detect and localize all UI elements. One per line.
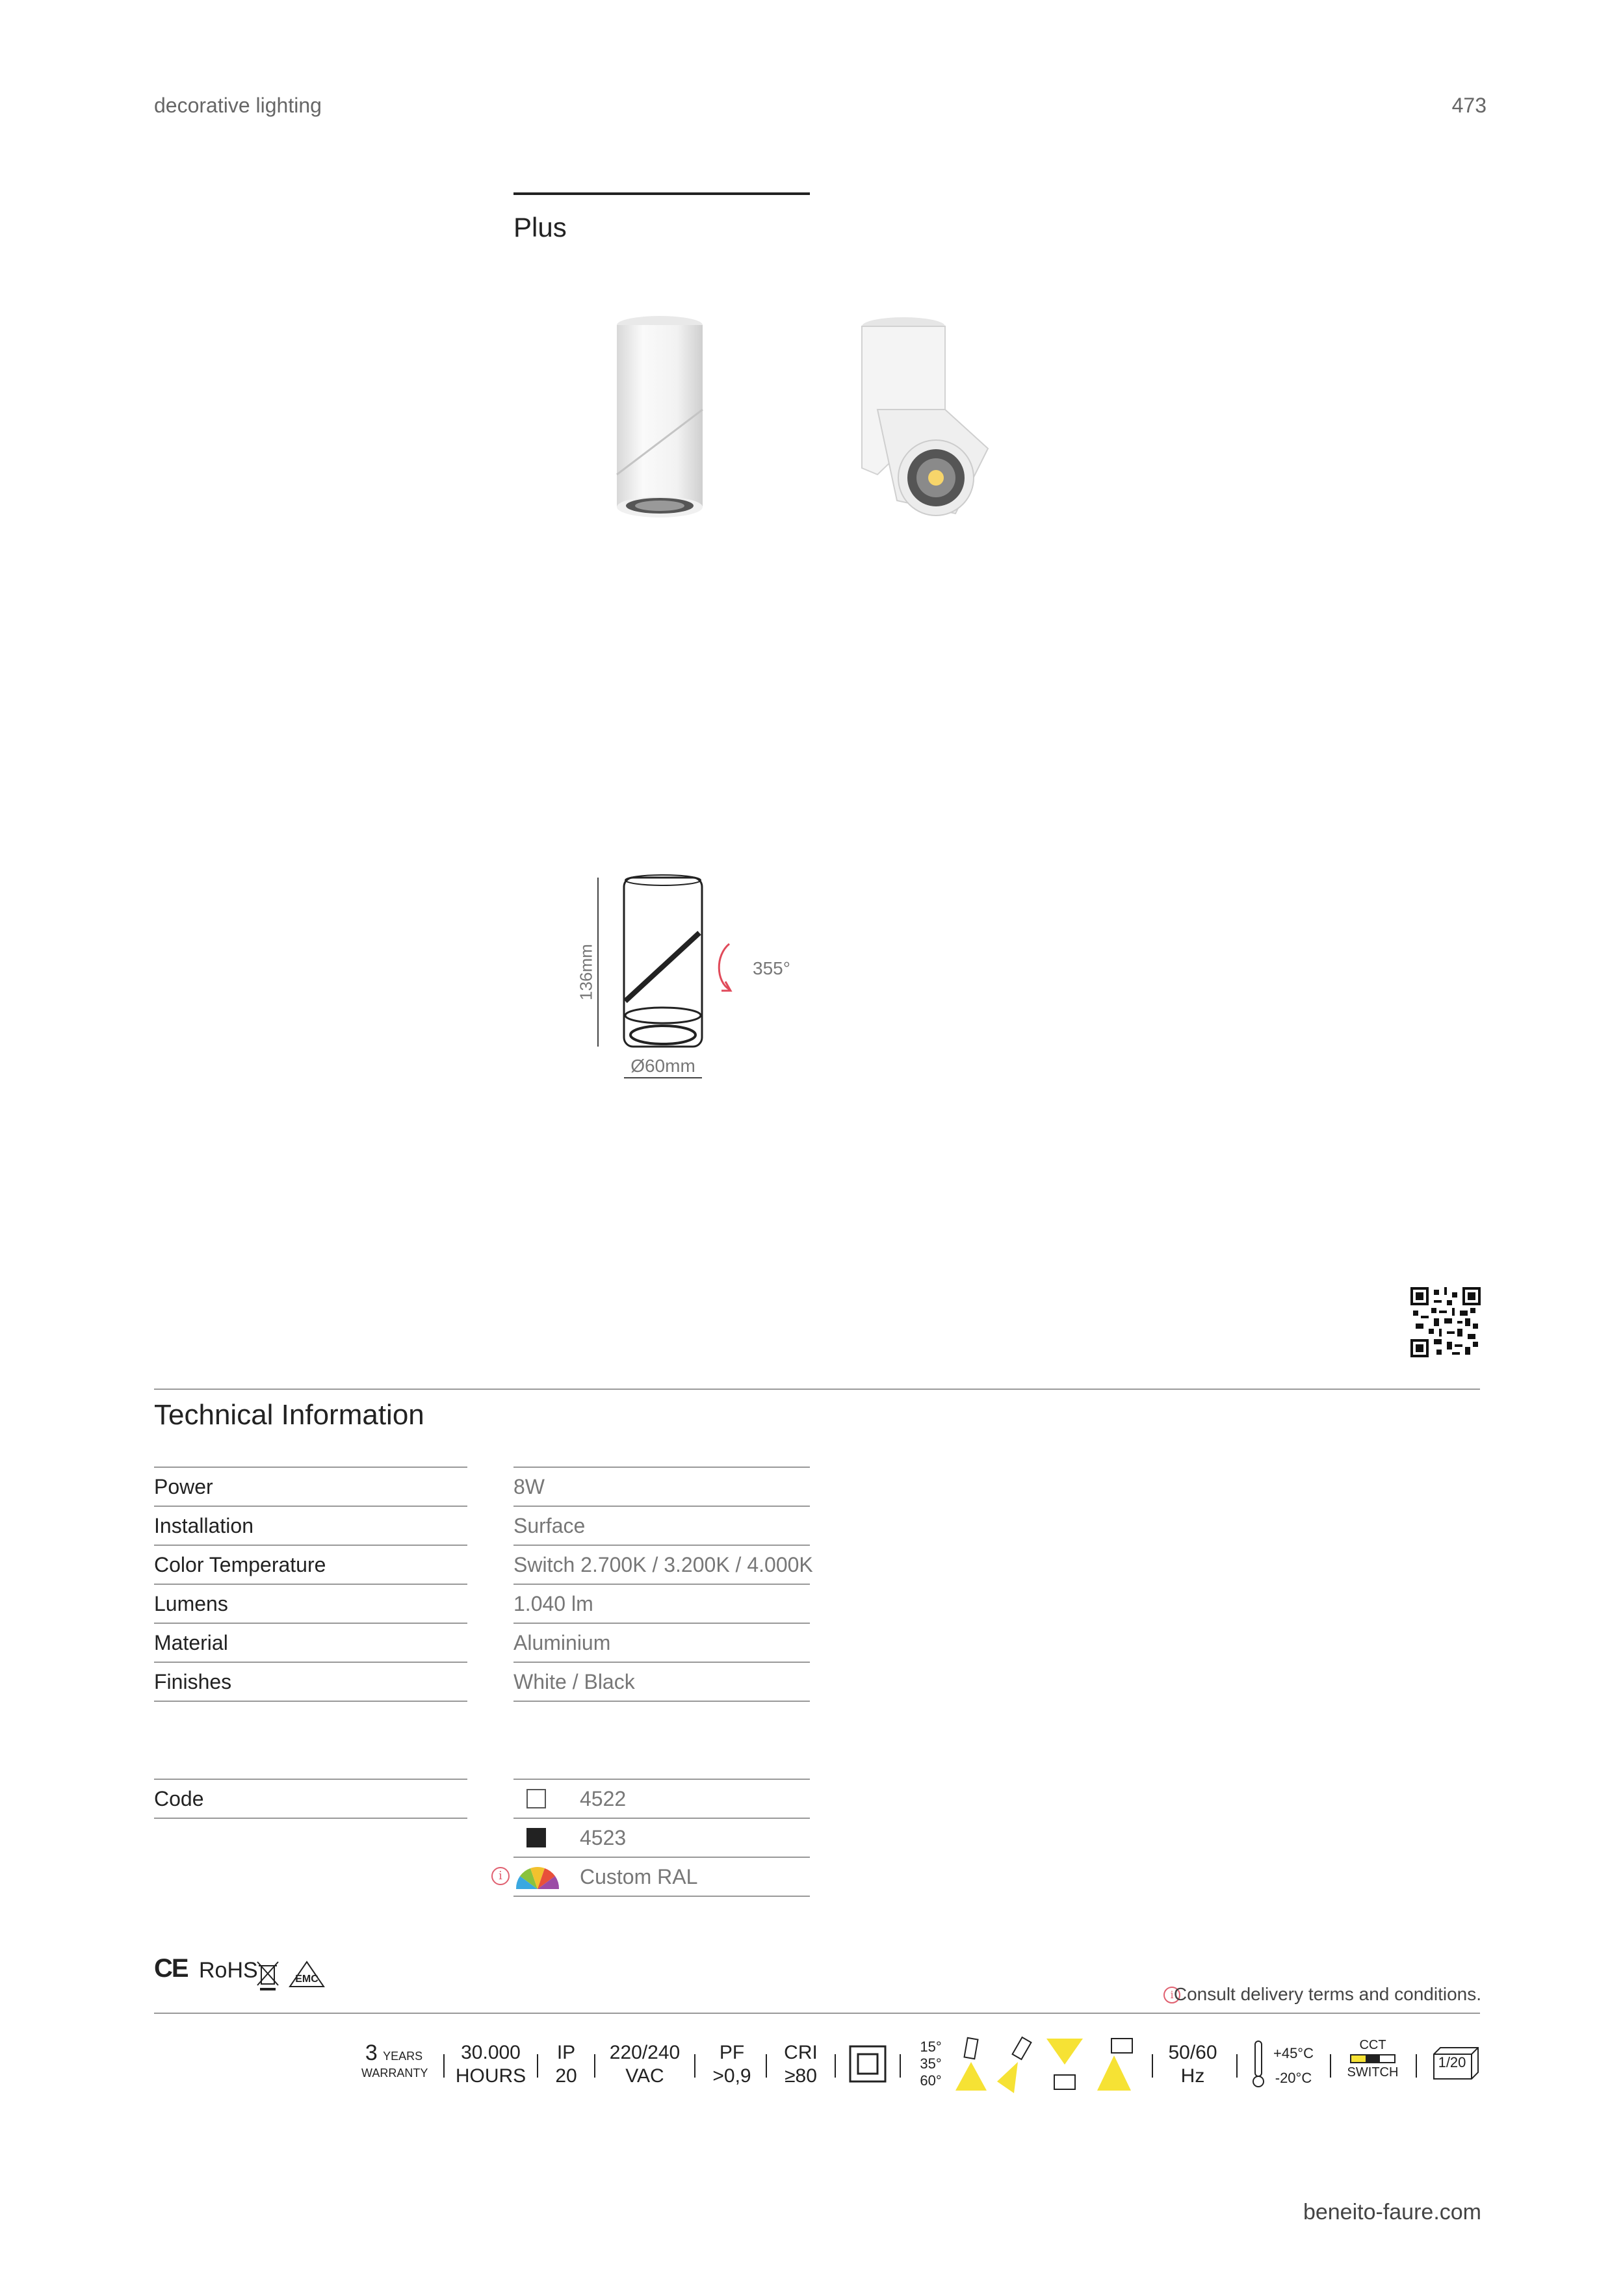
info-icon: i <box>491 1867 510 1885</box>
code-value: Custom RAL <box>580 1865 698 1888</box>
spec-label-color-temperature: Color Temperature <box>154 1553 326 1576</box>
technical-title: Technical Information <box>154 1399 424 1431</box>
warranty-badge <box>361 2041 426 2080</box>
adjustable-light-icon <box>994 2036 1040 2093</box>
separator <box>537 2054 538 2078</box>
separator <box>443 2054 445 2078</box>
ip-value: 20 <box>555 2065 577 2087</box>
beam-angle-1: 15° <box>920 2039 942 2055</box>
page-number: 473 <box>1451 94 1487 117</box>
hours-label: HOURS <box>455 2065 526 2087</box>
separator <box>594 2054 595 2078</box>
spec-value-installation: Surface <box>513 1514 586 1537</box>
weee-bin-icon <box>255 1959 281 1992</box>
thermometer-icon <box>1251 2040 1266 2088</box>
rotation-angle: 355° <box>753 958 790 978</box>
wall-light-icon <box>1095 2036 1140 2093</box>
qr-code <box>1410 1287 1481 1357</box>
separator <box>1152 2054 1153 2078</box>
cri <box>776 2041 825 2088</box>
warranty-label: WARRANTY <box>361 2067 428 2080</box>
spec-value-material: Aluminium <box>513 1631 611 1654</box>
hours-value: 30.000 <box>461 2042 521 2063</box>
separator <box>694 2054 695 2078</box>
cct-label: CCT <box>1359 2038 1386 2052</box>
switch-toggle-icon <box>1350 2054 1396 2063</box>
info-icon: i <box>1163 1987 1180 2003</box>
spec-value-finishes: White / Black <box>513 1670 635 1693</box>
black-swatch-icon <box>526 1828 546 1847</box>
power-factor <box>706 2041 758 2088</box>
spec-label-finishes: Finishes <box>154 1670 232 1693</box>
class-ii-icon <box>849 2045 887 2083</box>
warranty-unit: YEARS <box>383 2050 423 2063</box>
beam-angle-2: 35° <box>920 2055 942 2072</box>
section-title: decorative lighting <box>154 94 322 117</box>
code-row-custom-ral <box>513 1858 810 1896</box>
voltage-value: 220/240 <box>609 2042 681 2063</box>
spec-label-power: Power <box>154 1475 213 1498</box>
tilt-light-icon <box>952 2036 991 2093</box>
voltage <box>606 2041 684 2088</box>
cri-label: CRI <box>784 2042 818 2063</box>
spec-label-lumens: Lumens <box>154 1592 228 1615</box>
separator <box>1330 2054 1331 2078</box>
rohs-mark: RoHS <box>199 1958 258 1983</box>
consult-note: Consult delivery terms and conditions. <box>1173 1984 1481 2004</box>
code-value: 4523 <box>580 1826 627 1849</box>
product-photo-angled <box>858 312 1001 527</box>
height-dimension: 136mm <box>576 944 596 1000</box>
product-name: Plus <box>513 212 567 242</box>
ce-mark: CE <box>154 1954 188 1983</box>
website-url[interactable]: beneito-faure.com <box>1303 2200 1481 2224</box>
separator <box>900 2054 901 2078</box>
beam-angle-3: 60° <box>920 2072 942 2089</box>
separator <box>835 2054 836 2078</box>
separator <box>766 2054 767 2078</box>
temp-max: +45°C <box>1273 2045 1314 2061</box>
spec-value-lumens: 1.040 lm <box>513 1592 593 1615</box>
emc-mark: EMC <box>295 1974 318 1985</box>
voltage-label: VAC <box>625 2065 664 2087</box>
spec-value-power: 8W <box>513 1475 545 1498</box>
white-swatch-icon <box>526 1789 546 1808</box>
freq-value: 50/60 <box>1168 2042 1217 2063</box>
frequency <box>1163 2041 1222 2088</box>
code-label: Code <box>154 1787 204 1810</box>
ip-label: IP <box>556 2042 576 2063</box>
pf-value: >0,9 <box>712 2065 751 2087</box>
lifetime-hours <box>455 2041 526 2088</box>
freq-label: Hz <box>1180 2065 1205 2087</box>
separator <box>1416 2054 1417 2078</box>
cct-switch-label: SWITCH <box>1347 2065 1399 2080</box>
temperature-range <box>1267 2041 1319 2091</box>
spec-rule <box>154 1701 467 1702</box>
title-rule <box>513 192 810 195</box>
separator <box>1236 2054 1238 2078</box>
cct-switch <box>1342 2037 1404 2080</box>
downlight-icon <box>1044 2036 1085 2093</box>
cri-value: ≥80 <box>785 2065 817 2087</box>
product-photo-straight <box>611 312 708 527</box>
technical-rule <box>154 1389 1480 1390</box>
ratio-label: 1/20 <box>1438 2054 1466 2070</box>
footer-rule <box>154 2013 1480 2014</box>
ip-rating <box>549 2041 584 2088</box>
code-rule <box>513 1896 810 1897</box>
temp-min: -20°C <box>1275 2070 1312 2086</box>
beam-angles <box>910 2039 952 2089</box>
code-rule <box>154 1818 467 1819</box>
spec-label-material: Material <box>154 1631 228 1654</box>
spec-label-installation: Installation <box>154 1514 253 1537</box>
ral-color-fan-icon <box>515 1864 560 1890</box>
spec-value-color-temperature: Switch 2.700K / 3.200K / 4.000K <box>513 1553 813 1576</box>
pf-label: PF <box>719 2042 745 2063</box>
spec-rule <box>513 1701 810 1702</box>
warranty-number: 3 <box>365 2041 378 2065</box>
code-row-white <box>513 1780 810 1818</box>
code-value: 4522 <box>580 1787 627 1810</box>
diameter-dimension: Ø60mm <box>630 1056 695 1076</box>
code-row-black <box>513 1819 810 1857</box>
